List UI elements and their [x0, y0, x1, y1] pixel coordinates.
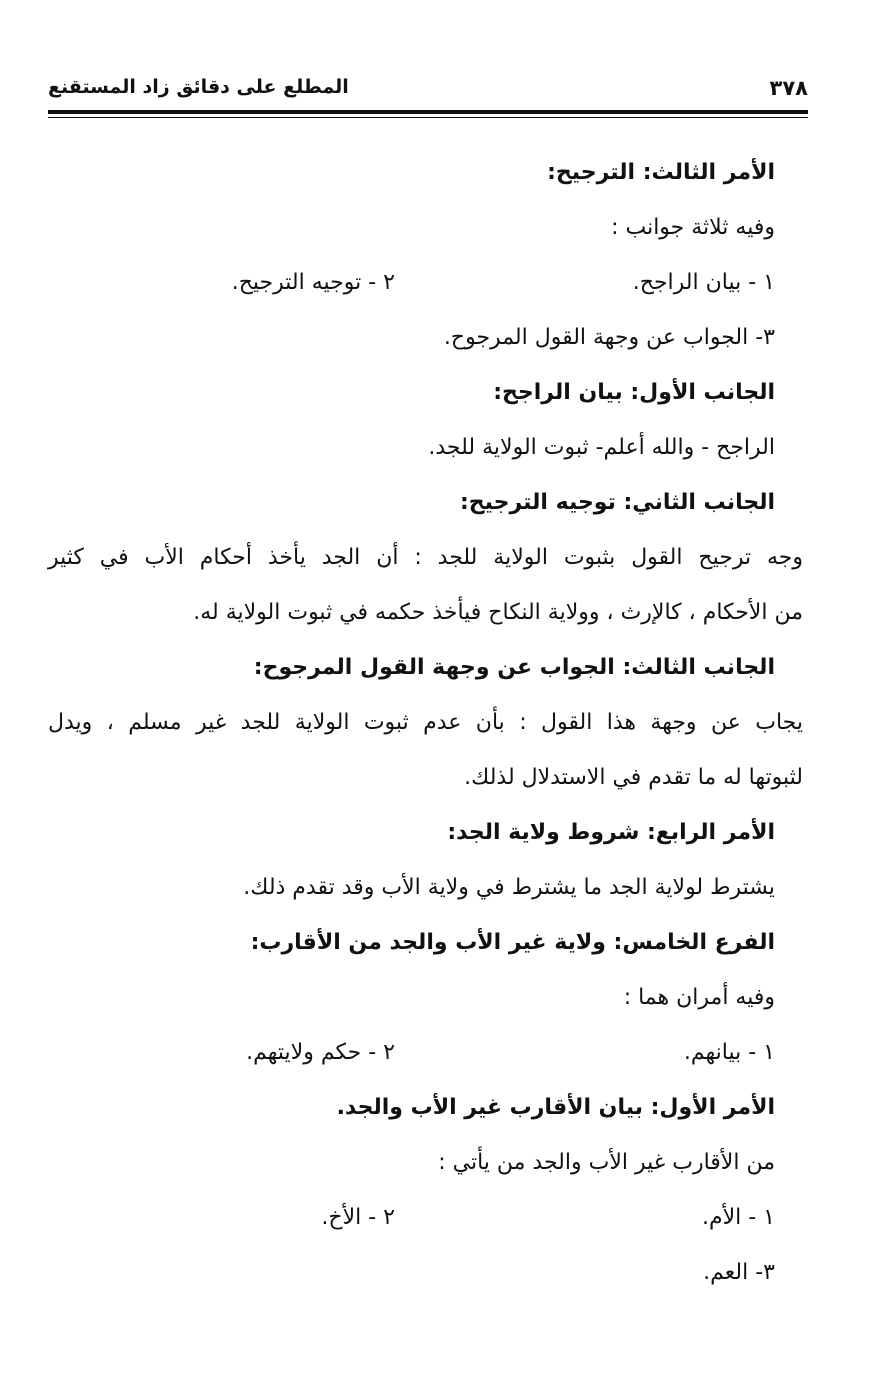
header-rule-thick — [48, 110, 808, 114]
paragraph-two-matters: وفيه أمران هما : — [623, 985, 775, 1010]
paragraph-tawjih-line1: وجه ترجيح القول بثبوت الولاية للجد : أن الجد يأخذ أحكام الأب في كثير — [48, 545, 803, 570]
page-body — [48, 150, 803, 1305]
list-item-3: ٣- الجواب عن وجهة القول المرجوح. — [443, 325, 775, 350]
running-title: المطلع على دقائق زاد المستقنع — [48, 76, 349, 98]
heading-janib-thani: الجانب الثاني: توجيه الترجيح: — [460, 490, 775, 515]
list-item: ٢ - توجيه الترجيح. — [231, 270, 395, 295]
list-item: ١ - بيانهم. — [683, 1040, 775, 1065]
paragraph-shurut: يشترط لولاية الجد ما يشترط في ولاية الأب وقد تقدم ذلك. — [243, 875, 775, 900]
paragraph-aqarib: من الأقارب غير الأب والجد من يأتي : — [438, 1150, 775, 1175]
list-item: ٢ - حكم ولايتهم. — [246, 1040, 395, 1065]
heading-janib-awwal: الجانب الأول: بيان الراجح: — [493, 380, 775, 405]
list-matters — [48, 1030, 775, 1085]
heading-far-khamis: الفرع الخامس: ولاية غير الأب والجد من الأقارب: — [250, 930, 775, 955]
paragraph-jawab-line1: يجاب عن وجهة هذا القول : بأن عدم ثبوت الولاية للجد غير مسلم ، ويدل — [48, 710, 803, 735]
heading-janib-thalith: الجانب الثالث: الجواب عن وجهة القول المرجوح: — [253, 655, 775, 680]
paragraph-three-aspects: وفيه ثلاثة جوانب : — [611, 215, 775, 240]
paragraph-tawjih-line2: من الأحكام ، كالإرث ، وولاية النكاح فيأخذ حكمه في ثبوت الولاية له. — [193, 600, 803, 625]
page-header — [48, 70, 808, 100]
paragraph-jawab-line2: لثبوتها له ما تقدم في الاستدلال لذلك. — [464, 765, 803, 790]
paragraph-rajih: الراجح - والله أعلم- ثبوت الولاية للجد. — [428, 435, 775, 460]
list-item-3: ٣- العم. — [703, 1260, 775, 1285]
list-relatives — [48, 1195, 775, 1250]
list-item: ١ - بيان الراجح. — [632, 270, 775, 295]
list-aspects — [48, 260, 775, 315]
heading-amr-awwal: الأمر الأول: بيان الأقارب غير الأب والجد. — [336, 1095, 775, 1120]
list-item: ١ - الأم. — [701, 1205, 775, 1230]
heading-amr-thalith: الأمر الثالث: الترجيح: — [547, 160, 775, 185]
page-number: ٣٧٨ — [769, 76, 808, 100]
header-rule-thin — [48, 117, 808, 118]
list-item: ٢ - الأخ. — [321, 1205, 395, 1230]
heading-amr-rabi: الأمر الرابع: شروط ولاية الجد: — [447, 820, 775, 845]
